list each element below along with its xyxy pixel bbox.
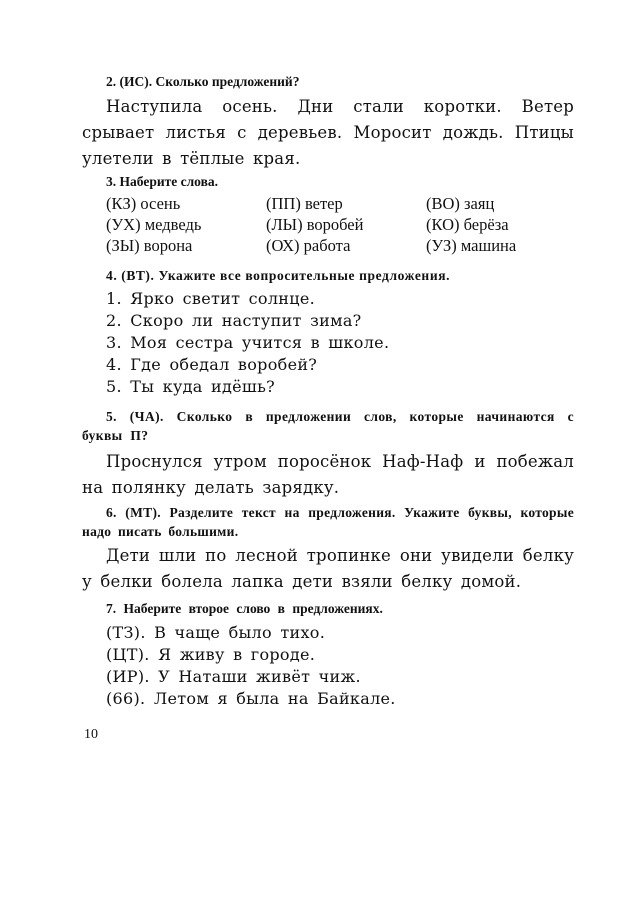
list-item: (ИР). У Наташи живёт чиж. — [106, 667, 361, 686]
task-5-text: Проснулся утром поросёнок Наф-Наф и побежал на полянку делать зарядку. — [82, 452, 574, 497]
task-3-word-grid — [82, 193, 574, 256]
list-item: (ЦТ). Я живу в городе. — [106, 645, 316, 664]
task-5-heading: 5. (ЧА). Сколько в предложении слов, которые начинаются с буквы П? — [82, 409, 574, 443]
word-item: (ПП) ветер — [266, 194, 343, 213]
task-4-heading: 4. (ВТ). Укажите все вопросительные предложения. — [106, 268, 451, 283]
word-item: (КО) берёза — [426, 215, 509, 234]
list-item: 2. Скоро ли наступит зима? — [106, 311, 362, 330]
task-2-text: Наступила осень. Дни стали коротки. Ветер срывает листья с деревьев. Моросит дождь. Птицы улетели в тёплые края. — [82, 97, 574, 168]
word-item: (УХ) медведь — [106, 215, 202, 234]
list-item: 1. Ярко светит солнце. — [106, 289, 315, 308]
word-item: (КЗ) осень — [106, 194, 181, 213]
task-7-list — [82, 622, 598, 710]
page-number: 10 — [84, 727, 98, 742]
list-item: (ТЗ). В чаще было тихо. — [106, 623, 326, 642]
task-2-heading: 2. (ИС). Сколько предложений? — [106, 74, 300, 89]
word-item: (ЛЫ) воробей — [266, 215, 364, 234]
word-item: (ЗЫ) ворона — [106, 236, 193, 255]
word-item: (УЗ) машина — [426, 236, 517, 255]
word-item: (ВО) заяц — [426, 194, 495, 213]
word-item: (ОХ) работа — [266, 236, 351, 255]
list-item: 5. Ты куда идёшь? — [106, 377, 275, 396]
list-item: 4. Где обедал воробей? — [106, 355, 318, 374]
list-item: 3. Моя сестра учится в школе. — [106, 333, 390, 352]
task-3-heading: 3. Наберите слова. — [106, 174, 218, 189]
task-6-heading: 6. (МТ). Разделите текст на предложения. Укажите буквы, которые надо писать большими. — [82, 505, 574, 539]
task-6-text: Дети шли по лесной тропинке они увидели белку у белки болела лапка дети взяли белку домой. — [82, 546, 574, 591]
task-4-list — [82, 288, 598, 398]
list-item: (66). Летом я была на Байкале. — [106, 689, 396, 708]
task-7-heading: 7. Наберите второе слово в предложениях. — [106, 601, 383, 616]
